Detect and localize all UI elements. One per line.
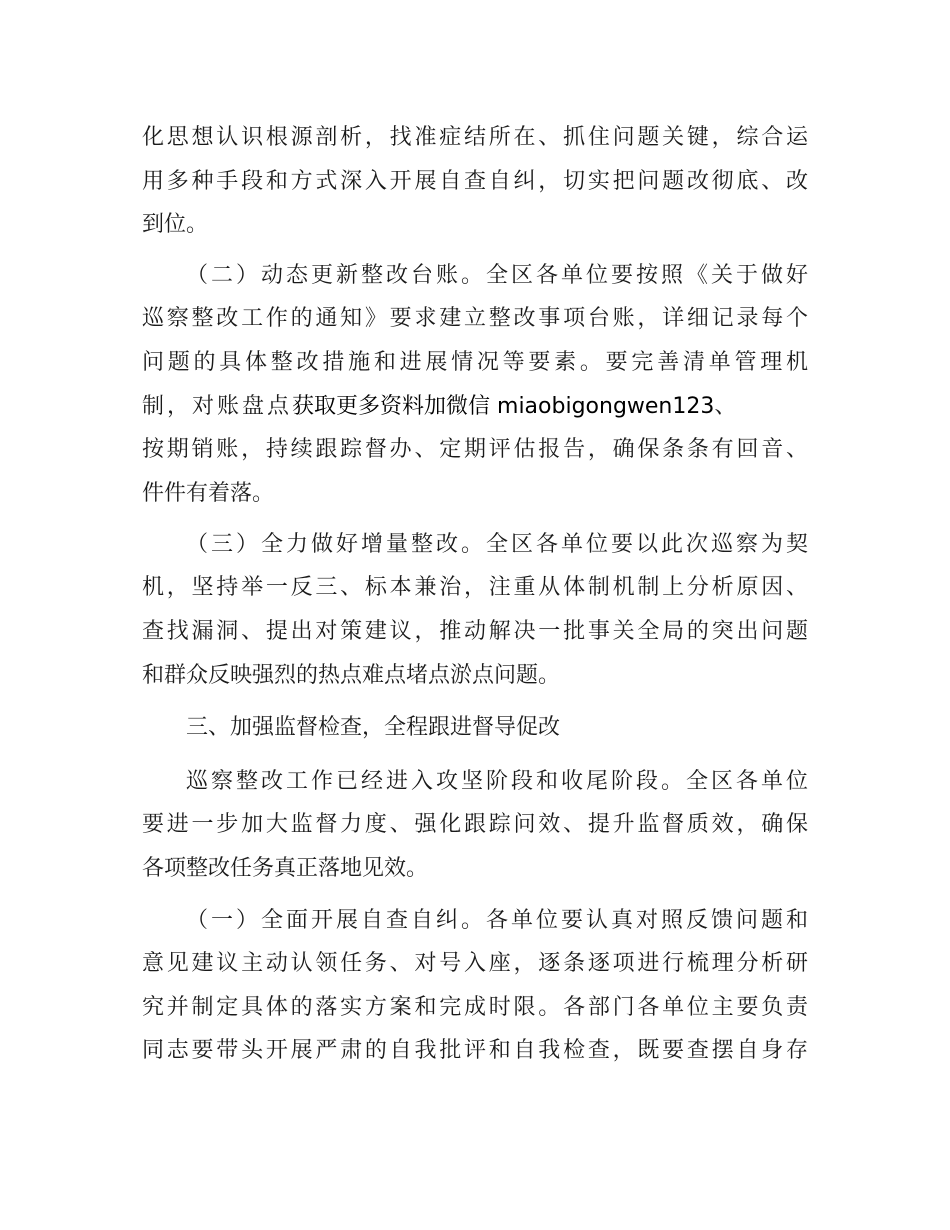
paragraph-line: 按期销账，持续跟踪督办、定期评估报告，确保条条有回音、 (142, 437, 808, 462)
paragraph-line: 和群众反映强烈的热点难点堵点淤点问题。 (142, 663, 561, 688)
paragraph-line: 件件有着落。 (142, 481, 275, 506)
paragraph-line: 用多种手段和方式深入开展自查自纠，切实把问题改彻底、改 (142, 169, 808, 194)
paragraph-line: 各项整改任务真正落地见效。 (142, 856, 429, 881)
paragraph-line: 巡察整改工作已经进入攻坚阶段和收尾阶段。全区各单位 (186, 769, 808, 794)
paragraph-line: （二）动态更新整改台账。全区各单位要按照《关于做好 (186, 263, 808, 288)
paragraph-line: 要进一步加大监督力度、强化跟踪问效、提升监督质效，确保 (142, 812, 808, 837)
paragraph-line: 巡察整改工作的通知》要求建立整改事项台账，详细记录每个 (142, 306, 808, 331)
paragraph-line: 同志要带头开展严肃的自我批评和自我检查，既要查摆自身存 (142, 1038, 808, 1063)
paragraph-line: （三）全力做好增量整改。全区各单位要以此次巡察为契 (186, 532, 808, 557)
paragraph-line: 意见建议主动认领任务、对号入座，逐条逐项进行梳理分析研 (142, 951, 808, 976)
paragraph-line: 机，坚持举一反三、标本兼治，注重从体制机制上分析原因、 (142, 575, 808, 600)
paragraph-line: （一）全面开展自查自纠。各单位要认真对照反馈问题和 (186, 908, 808, 933)
paragraph-line: 问题的具体整改措施和进展情况等要素。要完善清单管理机 (142, 350, 808, 375)
paragraph-line: 究并制定具体的落实方案和完成时限。各部门各单位主要负责 (142, 995, 808, 1020)
paragraph-line: 查找漏洞、提出对策建议，推动解决一批事关全局的突出问题 (142, 619, 808, 644)
paragraph-line-with-watermark (142, 389, 736, 425)
paragraph-line: 到位。 (142, 212, 209, 237)
watermark-text: 获取更多资料加微信 miaobigongwen123 (292, 394, 715, 419)
section-heading: 三、加强监督检查，全程跟进督导促改 (186, 715, 561, 740)
paragraph-fragment: 制，对账盘点 (142, 394, 293, 419)
paragraph-fragment: 、 (714, 394, 737, 419)
paragraph-line: 化思想认识根源剖析，找准症结所在、抓住问题关键，综合运 (142, 125, 808, 150)
